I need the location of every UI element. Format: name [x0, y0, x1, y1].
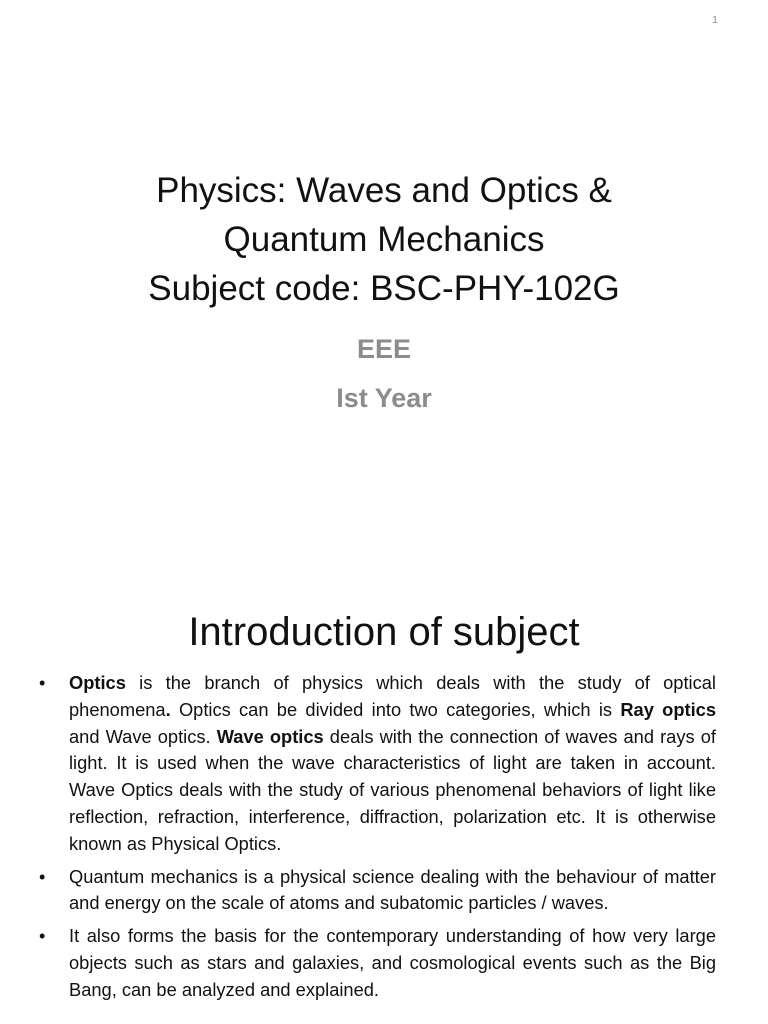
bullet-dot-icon: •	[39, 673, 46, 693]
bullet-text: Quantum mechanics is a physical science dealing with the behaviour of matter and energy on the scale of atoms and subatomic particles / waves.	[69, 865, 716, 914]
bullet-dot-icon: •	[39, 926, 46, 947]
bold-term: .	[165, 698, 171, 720]
list-item	[39, 923, 716, 1003]
title-line-2: Quantum Mechanics	[223, 220, 545, 259]
bold-term: Optics	[69, 672, 126, 693]
bullet-text: and Wave optics.	[69, 725, 217, 747]
bold-term: Wave optics	[216, 725, 324, 747]
bullet-text: deals with the connection of waves and rays of light. It is used when the wave characteristics of light are taken in account. Wave Optics deals with the study of various phenomenal behaviors of light like reflection, refraction, interference, diffraction, polarization etc. It is otherwise known as Physical Optics.	[69, 725, 716, 854]
page-number: 1	[712, 15, 718, 26]
bullet-dot-icon: •	[39, 866, 46, 887]
year-label: Ist Year	[336, 383, 432, 413]
list-item	[39, 670, 716, 858]
bullet-text: is the branch of physics which deals with the study of optical phenomena	[69, 672, 716, 720]
title-line-3: Subject code: BSC-PHY-102G	[148, 269, 620, 308]
bullet-text: Optics can be divided into two categories, which is	[170, 698, 621, 720]
bullet-text: It also forms the basis for the contemporary understanding of how very large objects such as stars and galaxies, and cosmological events such as the Big Bang, can be analyzed and explained.	[69, 925, 716, 1000]
branch-label: EEE	[356, 334, 412, 364]
list-item	[39, 864, 716, 918]
section-heading: Introduction of subject	[188, 610, 580, 654]
bullet-list	[0, 670, 768, 1010]
title-line-1: Physics: Waves and Optics &	[156, 171, 612, 210]
document-title	[84, 166, 684, 313]
bold-term: Ray optics	[620, 698, 716, 720]
